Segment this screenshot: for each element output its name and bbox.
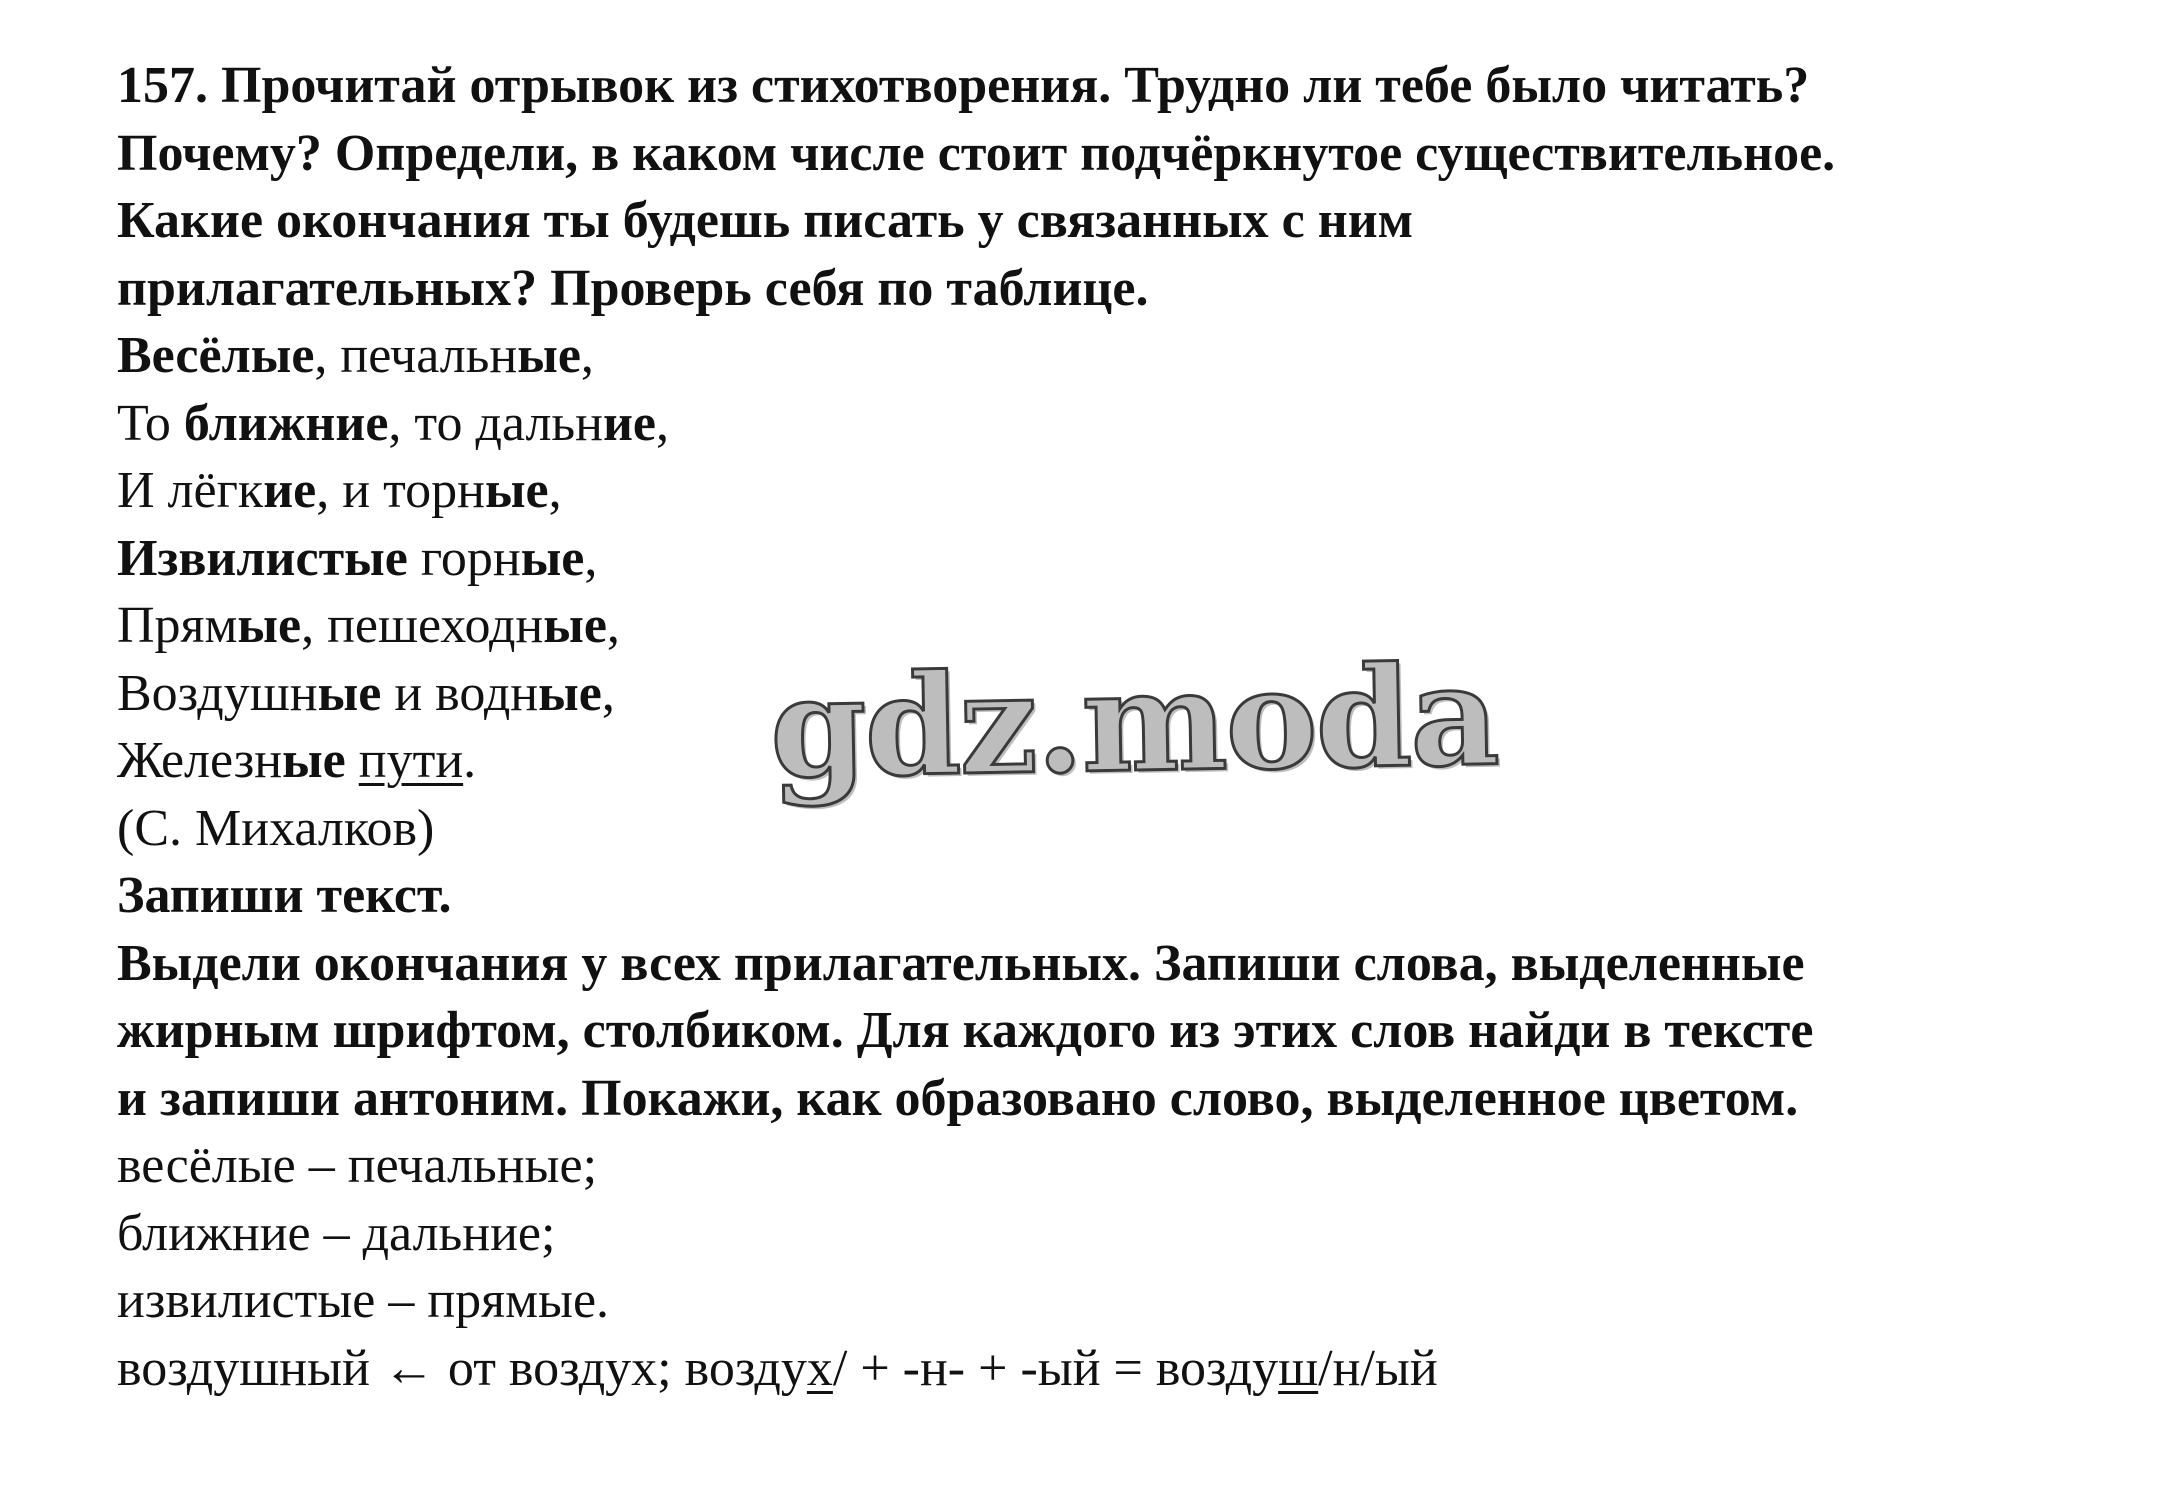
text-fragment: [346, 732, 359, 789]
task-line-4: прилагательных? Проверь себя по таблице.: [117, 259, 1149, 317]
underlined-fragment: ш: [1278, 1339, 1319, 1397]
text-fragment: Прям: [117, 597, 238, 654]
text-fragment: , и торн: [316, 462, 485, 519]
bold-fragment: ие: [263, 462, 317, 519]
underlined-fragment: пути: [358, 732, 464, 789]
text-fragment: .: [463, 732, 477, 789]
text-fragment: ,: [548, 462, 562, 519]
text-fragment: Железн: [117, 732, 283, 789]
text-fragment: извилистые – прямые.: [117, 1272, 610, 1329]
task-instruction-text: Прочитай отрывок из стихотворения. Трудно ли тебе было читать?: [208, 57, 1810, 114]
bold-fragment: ые: [538, 664, 602, 722]
task-line-3: Какие окончания ты будешь писать у связанных с ним: [117, 192, 1414, 249]
write-task: Запиши текст.: [117, 867, 452, 924]
bold-fragment: ые: [484, 462, 549, 519]
bold-fragment: ые: [543, 597, 607, 654]
poem-line: [117, 525, 2117, 593]
answer-line: [117, 1132, 2117, 1200]
highlight-task-line-3: и запиши антоним. Покажи, как образовано слово, выделенное цветом.: [117, 1069, 1799, 1127]
bold-fragment: ближние: [183, 394, 389, 452]
task-line-1: [117, 52, 2117, 120]
text-fragment: ближние – дальние;: [117, 1204, 556, 1262]
text-fragment: / + -н- + -ый = возду: [832, 1339, 1279, 1397]
bold-fragment: ие: [602, 394, 656, 452]
answer-line: [117, 1200, 2117, 1268]
poem-author: (С. Михалков): [117, 799, 435, 857]
highlight-task-line-2: жирным шрифтом, столбиком. Для каждого из этих слов найди в тексте: [117, 1002, 1814, 1059]
text-fragment: Воздушн: [117, 664, 318, 722]
poem-line: [117, 390, 2117, 458]
text-fragment: , пешеходн: [301, 597, 544, 654]
text-fragment: весёлые – печальные;: [117, 1137, 598, 1194]
text-fragment: и водн: [381, 664, 539, 722]
poem-line: [117, 457, 2117, 525]
bold-fragment: ые: [317, 664, 382, 722]
bold-fragment: ые: [520, 529, 585, 587]
text-fragment: ,: [655, 394, 669, 452]
bold-fragment: ые: [517, 327, 581, 384]
text-fragment: /н/ый: [1318, 1339, 1438, 1397]
text-fragment: ,: [606, 597, 620, 654]
poem-line: [117, 322, 2117, 390]
answer-line: [117, 1267, 2117, 1335]
answer-line: [117, 1335, 2117, 1403]
bold-fragment: ые: [237, 597, 302, 654]
task-number: 157.: [117, 57, 208, 114]
watermark-logo: gdz.moda: [768, 633, 1499, 810]
bold-fragment: ые: [282, 732, 346, 789]
bold-fragment: Извилистые: [117, 529, 408, 587]
text-fragment: То: [117, 394, 184, 452]
task-line-2: Почему? Определи, в каком числе стоит подчёркнутое существительное.: [117, 124, 1836, 182]
bold-fragment: Весёлые: [117, 327, 315, 384]
highlight-task-line-1: Выдели окончания у всех прилагательных. Запиши слова, выделенные: [117, 934, 1805, 992]
text-fragment: воздушный ← от воздух; возду: [117, 1339, 807, 1397]
text-fragment: горн: [407, 529, 521, 587]
text-fragment: ,: [584, 529, 598, 587]
text-fragment: , печальн: [314, 327, 518, 384]
text-fragment: ,: [601, 664, 615, 722]
underlined-fragment: х: [806, 1339, 833, 1397]
text-fragment: ,: [580, 327, 594, 384]
text-fragment: И лёгк: [117, 462, 264, 519]
answers: [117, 1132, 2117, 1402]
text-fragment: , то дальн: [388, 394, 603, 452]
